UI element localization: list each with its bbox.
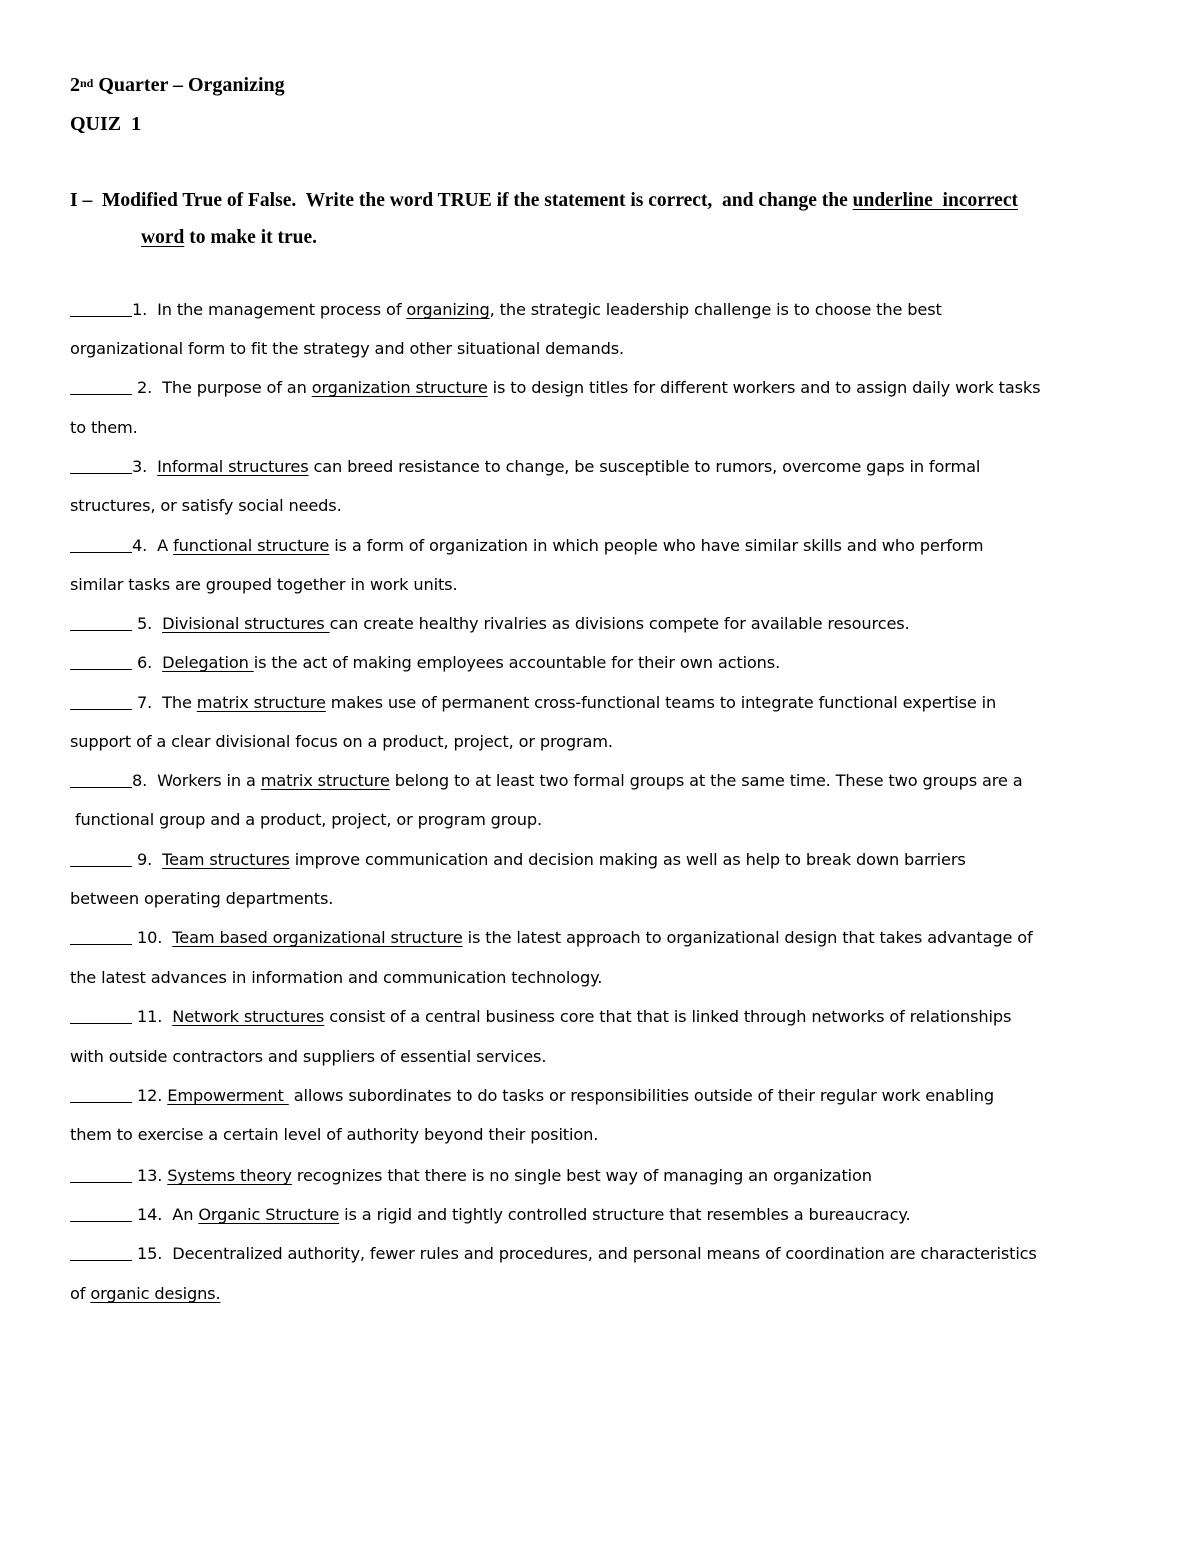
continuation-text: between operating departments. [70, 889, 334, 908]
question-text: In the management process of [157, 300, 407, 319]
question-text: A [157, 536, 174, 555]
instructions-underlined-word: word [141, 227, 185, 248]
question-item [70, 683, 996, 722]
question-text: Decentralized authority, fewer rules and procedures, and personal means of coordination are characteristics [172, 1244, 1037, 1263]
question-text: The [162, 693, 197, 712]
question-number: 8. [132, 771, 158, 790]
underlined-term: matrix structure [196, 693, 326, 712]
question-continuation [70, 800, 542, 839]
instructions [70, 182, 1140, 256]
question-item [70, 1076, 994, 1115]
answer-blank[interactable] [70, 1076, 132, 1103]
underlined-term: matrix structure [260, 771, 390, 790]
continuation-text: the latest advances in information and communication technology. [70, 968, 603, 987]
question-continuation [70, 958, 602, 997]
question-number: 9. [132, 850, 163, 869]
question-item [70, 447, 980, 486]
answer-blank[interactable] [70, 290, 132, 317]
answer-blank[interactable] [70, 997, 132, 1024]
quarter-title [70, 73, 285, 97]
question-item [70, 1234, 1037, 1273]
question-number: 7. [132, 693, 163, 712]
answer-blank[interactable] [70, 761, 132, 788]
question-item [70, 1156, 872, 1195]
question-number: 5. [132, 614, 163, 633]
answer-blank[interactable] [70, 447, 132, 474]
underlined-term: Systems theory [167, 1166, 292, 1185]
question-number: 3. [132, 457, 158, 476]
question-continuation [70, 408, 138, 447]
question-continuation [70, 1274, 220, 1313]
question-item [70, 526, 983, 565]
question-text-rest: is a form of organization in which people who have similar skills and who perform [329, 536, 984, 555]
continuation-text: organizational form to fit the strategy and other situational demands. [70, 339, 624, 358]
continuation-text: to them. [70, 418, 138, 437]
question-continuation [70, 565, 457, 604]
question-number: 11. [132, 1007, 173, 1026]
question-item [70, 1195, 910, 1234]
question-text: Workers in a [157, 771, 261, 790]
continuation-text: structures, or satisfy social needs. [70, 496, 342, 515]
question-number: 2. [132, 378, 163, 397]
instructions-underlined-text: underline incorrect [852, 190, 1018, 211]
question-item [70, 997, 1011, 1036]
quiz-title: QUIZ 1 [70, 113, 142, 135]
continuation-text: of [70, 1284, 91, 1303]
answer-blank[interactable] [70, 1195, 132, 1222]
question-text-rest: , the strategic leadership challenge is to choose the best [489, 300, 942, 319]
continuation-text: functional group and a product, project, or program group. [70, 810, 542, 829]
question-number: 6. [132, 653, 163, 672]
question-item [70, 761, 1022, 800]
continuation-text: them to exercise a certain level of authority beyond their position. [70, 1125, 599, 1144]
underlined-term: Empowerment [167, 1086, 289, 1105]
underlined-term: Network structures [172, 1007, 325, 1026]
question-continuation [70, 879, 333, 918]
answer-blank[interactable] [70, 683, 132, 710]
answer-blank[interactable] [70, 840, 132, 867]
question-item [70, 290, 942, 329]
underlined-term: Team based organizational structure [172, 928, 463, 947]
question-text-rest: belong to at least two formal groups at the same time. These two groups are a [389, 771, 1023, 790]
question-continuation [70, 722, 613, 761]
question-item [70, 604, 910, 643]
underlined-term: organizing [406, 300, 490, 319]
answer-blank[interactable] [70, 1234, 132, 1261]
instructions-line-2 [70, 219, 1140, 256]
question-continuation [70, 1115, 598, 1154]
question-number: 13. [132, 1166, 168, 1185]
question-number: 14. [132, 1205, 173, 1224]
question-text-rest: is the act of making employees accountable for their own actions. [253, 653, 781, 672]
answer-blank[interactable] [70, 918, 132, 945]
quarter-ordinal: nd [80, 76, 94, 90]
question-text: An [172, 1205, 199, 1224]
question-text-rest: is to design titles for different workers and to assign daily work tasks [487, 378, 1041, 397]
question-text-rest: allows subordinates to do tasks or responsibilities outside of their regular work enabling [288, 1086, 994, 1105]
underlined-term: Organic Structure [198, 1205, 340, 1224]
underlined-term: functional structure [173, 536, 330, 555]
underlined-term: Delegation [162, 653, 254, 672]
underlined-term: Informal structures [157, 457, 309, 476]
question-text-rest: improve communication and decision making as well as help to break down barriers [289, 850, 966, 869]
underlined-term: Divisional structures [162, 614, 330, 633]
answer-blank[interactable] [70, 1156, 132, 1183]
underlined-term: Team structures [162, 850, 290, 869]
question-continuation [70, 329, 624, 368]
question-number: 15. [132, 1244, 173, 1263]
question-number: 1. [132, 300, 158, 319]
question-continuation [70, 486, 342, 525]
instructions-text: I – Modified True of False. Write the word TRUE if the statement is correct, and change the [70, 190, 853, 211]
question-text-rest: is a rigid and tightly controlled structure that resembles a bureaucracy. [339, 1205, 911, 1224]
question-text-rest: recognizes that there is no single best way of managing an organization [291, 1166, 872, 1185]
answer-blank[interactable] [70, 604, 132, 631]
continuation-underlined-term: organic designs. [90, 1284, 221, 1303]
answer-blank[interactable] [70, 643, 132, 670]
underlined-term: organization structure [311, 378, 488, 397]
question-text-rest: can create healthy rivalries as divisions compete for available resources. [329, 614, 910, 633]
continuation-text: support of a clear divisional focus on a product, project, or program. [70, 732, 613, 751]
question-number: 12. [132, 1086, 168, 1105]
answer-blank[interactable] [70, 526, 132, 553]
question-text-rest: consist of a central business core that that is linked through networks of relationships [324, 1007, 1012, 1026]
continuation-text: with outside contractors and suppliers of essential services. [70, 1047, 547, 1066]
question-number: 4. [132, 536, 158, 555]
question-item [70, 840, 966, 879]
question-text-rest: makes use of permanent cross-functional teams to integrate functional expertise in [325, 693, 997, 712]
question-text: The purpose of an [162, 378, 312, 397]
answer-blank[interactable] [70, 368, 132, 395]
question-item [70, 368, 1040, 407]
question-item [70, 643, 780, 682]
quarter-title-text: Quarter – Organizing [93, 74, 285, 96]
instructions-line-1 [70, 182, 1140, 219]
instructions-text-end: to make it true. [184, 227, 318, 248]
continuation-text: similar tasks are grouped together in work units. [70, 575, 458, 594]
quarter-number: 2 [70, 74, 80, 96]
question-text-rest: is the latest approach to organizational design that takes advantage of [462, 928, 1033, 947]
question-text-rest: can breed resistance to change, be susceptible to rumors, overcome gaps in formal [308, 457, 981, 476]
question-item [70, 918, 1033, 957]
question-number: 10. [132, 928, 173, 947]
question-continuation [70, 1037, 546, 1076]
